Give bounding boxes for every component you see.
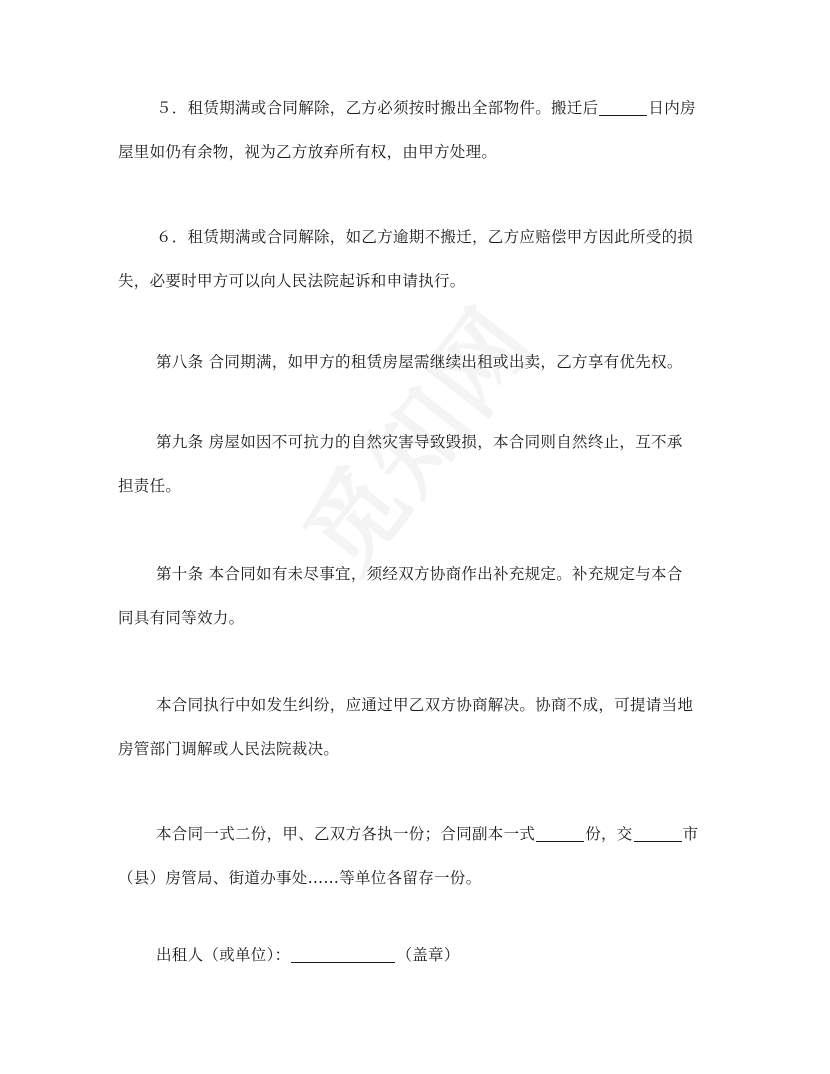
copies-clause [118, 812, 718, 900]
lessor-signature-line: 出租人（或单位）： （盖章） [156, 946, 460, 964]
article-8 [118, 340, 718, 384]
copies-count-blank [536, 825, 584, 842]
dispute-clause-line-1: 本合同执行中如发生纠纷，应通过甲乙双方协商解决。协商不成，可提请当地 [156, 696, 694, 714]
article-9-line-2: 担责任。 [118, 477, 182, 495]
clause-6-line-1: ６．租赁期满或合同解除，如乙方逾期不搬迁，乙方应赔偿甲方因此所受的损 [156, 228, 694, 246]
copies-clause-line-1: 本合同一式二份，甲、乙双方各执一份；合同副本一式 份，交 市 [156, 825, 699, 843]
article-9 [118, 420, 718, 508]
clause-5-line-1: ５．租赁期满或合同解除，乙方必须按时搬出全部物件。搬迁后 日内房 [156, 99, 696, 117]
article-9-line-1: 第九条 房屋如因不可抗力的自然灾害导致毁损，本合同则自然终止，互不承 [156, 433, 683, 451]
lessor-signature [118, 933, 718, 977]
dispute-clause-line-2: 房管部门调解或人民法院裁决。 [118, 740, 340, 758]
article-8-line-1: 第八条 合同期满，如甲方的租赁房屋需继续出租或出卖，乙方享有优先权。 [156, 353, 683, 371]
clause-6-line-2: 失，必要时甲方可以向人民法院起诉和申请执行。 [118, 272, 466, 290]
dispute-clause [118, 683, 718, 771]
city-blank [634, 825, 682, 842]
article-10-line-1: 第十条 本合同如有未尽事宜，须经双方协商作出补充规定。补充规定与本合 [156, 565, 683, 583]
clause-6 [118, 215, 718, 303]
days-blank [599, 99, 647, 116]
clause-5 [118, 86, 718, 174]
article-10-line-2: 同具有同等效力。 [118, 609, 245, 627]
article-10 [118, 552, 718, 640]
clause-5-line-2: 屋里如仍有余物，视为乙方放弃所有权，由甲方处理。 [118, 143, 498, 161]
copies-clause-line-2: （县）房管局、街道办事处……等单位各留存一份。 [118, 869, 482, 887]
lessor-name-blank [291, 946, 395, 963]
